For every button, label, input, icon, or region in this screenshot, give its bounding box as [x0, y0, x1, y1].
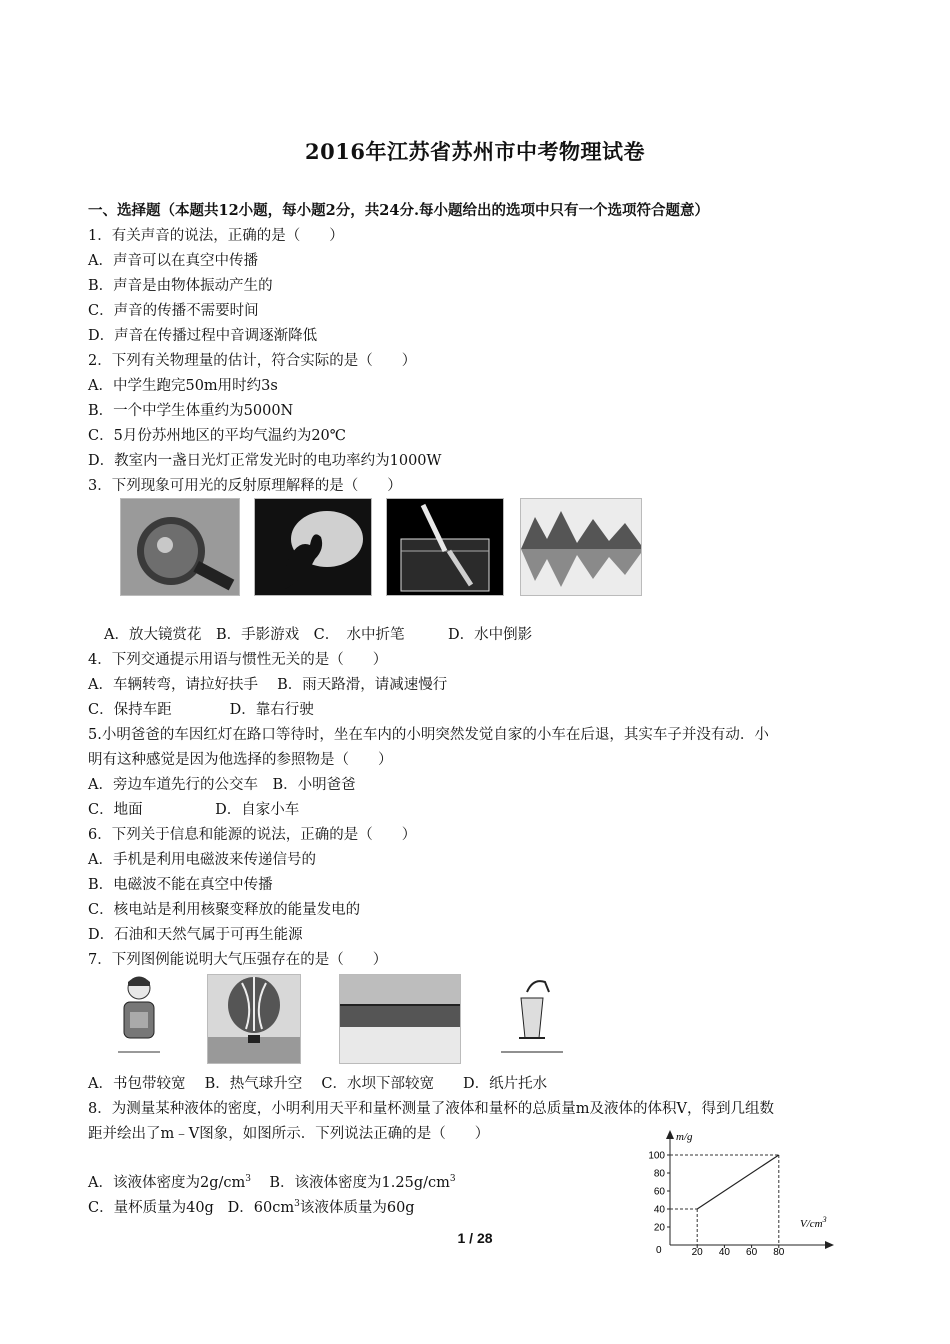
- q2-option-a: A．中学生跑完50m用时约3s: [88, 378, 278, 394]
- x-tick-label: 20: [691, 1247, 703, 1255]
- backpack-boy-image: [108, 972, 170, 1056]
- q1-option-c: C．声音的传播不需要时间: [88, 303, 259, 319]
- q3-options: A．放大镜赏花 B．手影游戏 C． 水中折笔 D．水中倒影: [104, 627, 533, 643]
- x-tick-label: 60: [746, 1247, 758, 1255]
- paper-holds-water-image: [497, 972, 567, 1056]
- x-tick-label: 80: [773, 1247, 785, 1255]
- x-axis-label: $V/cm^3$: [800, 1215, 827, 1230]
- q1-option-d: D．声音在传播过程中音调逐渐降低: [88, 328, 318, 344]
- section-heading: 一、选择题（本题共12小题，每小题2分，共24分.每小题给出的选项中只有一个选项符合题意）: [88, 202, 709, 219]
- y-tick-label: 20: [653, 1222, 665, 1234]
- page-title: 2016年江苏省苏州市中考物理试卷: [305, 139, 645, 164]
- q7-stem: 7．下列图例能说明大气压强存在的是（ ）: [88, 952, 388, 968]
- q8-options-ab: [88, 1173, 456, 1193]
- q6-option-b: B．电磁波不能在真空中传播: [88, 877, 273, 893]
- q8-options-cd: [88, 1198, 415, 1218]
- q4-stem: 4．下列交通提示用语与惯性无关的是（ ）: [88, 652, 388, 668]
- hot-air-balloon-image: [207, 974, 301, 1064]
- q8-option-c: C．量杯质量为40g: [88, 1200, 214, 1216]
- y-axis-label: m/g: [676, 1131, 693, 1143]
- data-line: [697, 1155, 779, 1209]
- q5-stem-line1: 5.小明爸爸的车因红灯在路口等待时，坐在车内的小明突然发觉自家的小车在后退，其实车子并没有动．小: [88, 727, 769, 743]
- q2-option-c: C．5月份苏州地区的平均气温约为20℃: [88, 428, 346, 444]
- q8-stem-line1: 8．为测量某种液体的密度，小明利用天平和量杯测量了液体和量杯的总质量m及液体的体积V，得到几组数: [88, 1101, 774, 1117]
- page-number: 1 / 28: [457, 1230, 493, 1246]
- q5-options-ab: A．旁边车道先行的公交车 B．小明爸爸: [88, 777, 356, 793]
- q1-option-a: A．声音可以在真空中传播: [88, 253, 258, 269]
- q6-option-a: A．手机是利用电磁波来传递信号的: [88, 852, 316, 868]
- superscript-3: 3: [294, 1199, 300, 1210]
- origin-label: 0: [656, 1245, 662, 1255]
- magnifier-flower-image: [120, 498, 240, 596]
- q1-option-b: B．声音是由物体振动产生的: [88, 278, 273, 294]
- q6-option-d: D．石油和天然气属于可再生能源: [88, 927, 303, 943]
- y-tick-label: 40: [653, 1204, 665, 1216]
- superscript-3: 3: [245, 1174, 251, 1185]
- y-tick-label: 100: [648, 1150, 665, 1162]
- q8-stem-line2: 距并绘出了m﹣V图象，如图所示．下列说法正确的是（ ）: [88, 1126, 490, 1142]
- q8-option-b: B．该液体密度为1.25g/cm: [269, 1175, 450, 1191]
- superscript-3: 3: [449, 1174, 456, 1185]
- q8-option-a: A．该液体密度为2g/cm: [88, 1175, 246, 1191]
- y-tick-label: 80: [653, 1168, 665, 1180]
- q2-option-d: D．教室内一盏日光灯正常发光时的电功率约为1000W: [88, 453, 442, 469]
- q7-options: A．书包带较宽 B．热气球升空 C．水坝下部较宽 D．纸片托水: [88, 1076, 548, 1092]
- y-tick-label: 60: [653, 1186, 665, 1198]
- q5-stem-line2: 明有这种感觉是因为他选择的参照物是（ ）: [88, 752, 393, 768]
- q2-stem: 2．下列有关物理量的估计，符合实际的是（ ）: [88, 353, 417, 369]
- q8-option-d-part2: 该液体质量为60g: [299, 1200, 415, 1216]
- q6-option-c: C．核电站是利用核聚变释放的能量发电的: [88, 902, 361, 918]
- q4-options-ab: A．车辆转弯，请拉好扶手 B．雨天路滑，请减速慢行: [88, 677, 448, 693]
- x-tick-label: 40: [718, 1247, 730, 1255]
- q8-option-d-part1: D．60cm: [227, 1200, 295, 1216]
- q5-options-cd: C．地面 D．自家小车: [88, 802, 300, 818]
- dam-image: [339, 974, 461, 1064]
- q3-stem: 3．下列现象可用光的反射原理解释的是（ ）: [88, 478, 402, 494]
- bent-pencil-image: [386, 498, 504, 596]
- q6-stem: 6．下列关于信息和能源的说法，正确的是（ ）: [88, 827, 417, 843]
- q2-option-b: B．一个中学生体重约为5000N: [88, 403, 294, 419]
- hand-shadow-image: [254, 498, 372, 596]
- water-reflection-image: [520, 498, 642, 596]
- q4-options-cd: C．保持车距 D．靠右行驶: [88, 702, 314, 718]
- q1-stem: 1．有关声音的说法，正确的是（ ）: [88, 228, 344, 244]
